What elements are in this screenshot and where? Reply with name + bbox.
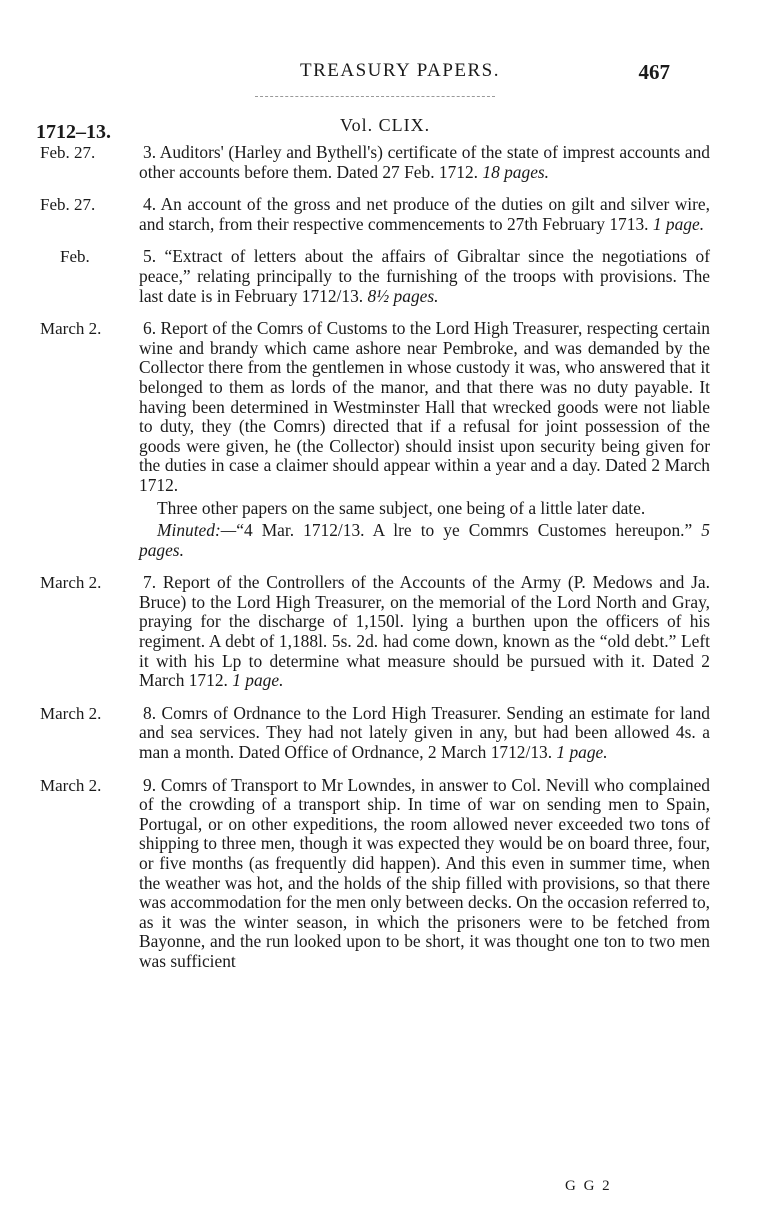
- entry-text: 5. “Extract of letters about the affairs of Gibraltar since the negotiations of peace,” relating principally to the furnishing of the troops with provisions. The last date is in February 1712/13.: [139, 246, 710, 306]
- entry-subtext: Three other papers on the same subject, one being of a little later date.: [157, 497, 646, 518]
- entry-pages: 18 pages.: [482, 161, 550, 182]
- entry-text: 8. Comrs of Ordnance to the Lord High Treasurer. Sending an estimate for land and sea services. They had not lately given in any, but had been allowed 4s. a man a month. Dated Office of Ordnance, 2 March 1712/13.: [139, 702, 710, 763]
- entry-date: Feb. 27.: [40, 195, 96, 215]
- entries-list: [40, 143, 730, 985]
- header-rule: [255, 96, 495, 97]
- entry-date: Feb. 27.: [40, 143, 96, 162]
- entry-date: March 2.: [40, 775, 102, 795]
- minute-label: Minuted:—: [157, 520, 237, 541]
- page-number: 467: [638, 60, 670, 84]
- entry: [40, 143, 730, 182]
- year-heading: 1712–13.: [36, 121, 111, 143]
- entry: [40, 704, 730, 763]
- signature-mark: G G 2: [565, 1178, 612, 1194]
- minute-text: “4 Mar. 1712/13. A lre to ye Commrs Customes hereupon.”: [236, 520, 693, 541]
- entry-pages: 8½ pages.: [367, 285, 439, 306]
- entry-date: March 2.: [40, 703, 102, 723]
- running-title: TREASURY PAPERS.: [300, 60, 500, 81]
- entry-body: [139, 143, 710, 182]
- entry-text: 3. Auditors' (Harley and Bythell's) certificate of the state of imprest accounts and other accounts before them. Dated 27 Feb. 1712.: [139, 142, 710, 182]
- entry-pages: 1 page.: [556, 742, 608, 763]
- entry-text: 6. Report of the Comrs of Customs to the Lord High Treasurer, respecting certain wine and brandy which came ashore near Pembroke, and was demanded by the Collector there from the gentlemen in whose custody it was, who answered that it belonged to them as lords of the manor, and that there was no duty payable. It having been determined in Westminster Hall that wrecked goods were not liable to duty, they (the Comrs) directed that if a refusal for joint possession of the goods were given, he (the Collector) should insist upon security being given for the duties in case a claimer should appear within a year and a day. Dated 2 March 1712.: [139, 318, 710, 495]
- entry-text: 7. Report of the Controllers of the Accounts of the Army (P. Medows and Ja. Bruce) to the Lord High Treasurer, on the memorial of the Lord North and Gray, praying for the discharge of 1,150l. lying a burthen upon the officers of his regiment. A debt of 1,188l. 5s. 2d. had come down, known as the “old debt.” Left it with his Lp to determine what measure should be pursued with it. Dated 2 March 1712.: [139, 572, 710, 691]
- entry-text: 4. An account of the gross and net produce of the duties on gilt and silver wire, and starch, from their respective commencements to 27th February 1713.: [139, 194, 710, 234]
- entry-date: March 2.: [40, 319, 102, 339]
- entry: [40, 195, 730, 234]
- entry-body: [139, 776, 710, 972]
- entry: [40, 776, 730, 972]
- entry-text: 9. Comrs of Transport to Mr Lowndes, in answer to Col. Nevill who complained of the crowding of a transport ship. In time of war on sending men to Spain, Portugal, or on other expeditions, the room allowed never exceeded two tons of shipping to three men, though it was expected they would be on board three, four, or five months (as frequently did happen). And this even in summer time, when the weather was hot, and the holds of the ship filled with provisions, so that there was accommodation for the men only between decks. On the occasion referred to, as it was the winter season, in which the prisoners were to be fetched from Bayonne, and the run looked upon to be short, it was thought one ton to two men was sufficient: [139, 774, 710, 971]
- entry: [40, 247, 730, 306]
- entry-date: March 2.: [40, 573, 102, 593]
- entry: [40, 319, 730, 560]
- entry-body: [139, 319, 710, 560]
- entry-pages: 5 pages.: [139, 520, 710, 560]
- entry-pages: 1 page.: [232, 670, 284, 691]
- entry: [40, 573, 730, 691]
- page-header: [0, 60, 770, 90]
- volume-heading: Vol. CLIX.: [340, 115, 431, 135]
- entry-body: [139, 195, 710, 234]
- entry-body: [139, 704, 710, 763]
- entry-body: [139, 247, 710, 306]
- entry-date: Feb.: [60, 247, 90, 267]
- entry-body: [139, 573, 710, 691]
- entry-pages: 1 page.: [652, 213, 705, 234]
